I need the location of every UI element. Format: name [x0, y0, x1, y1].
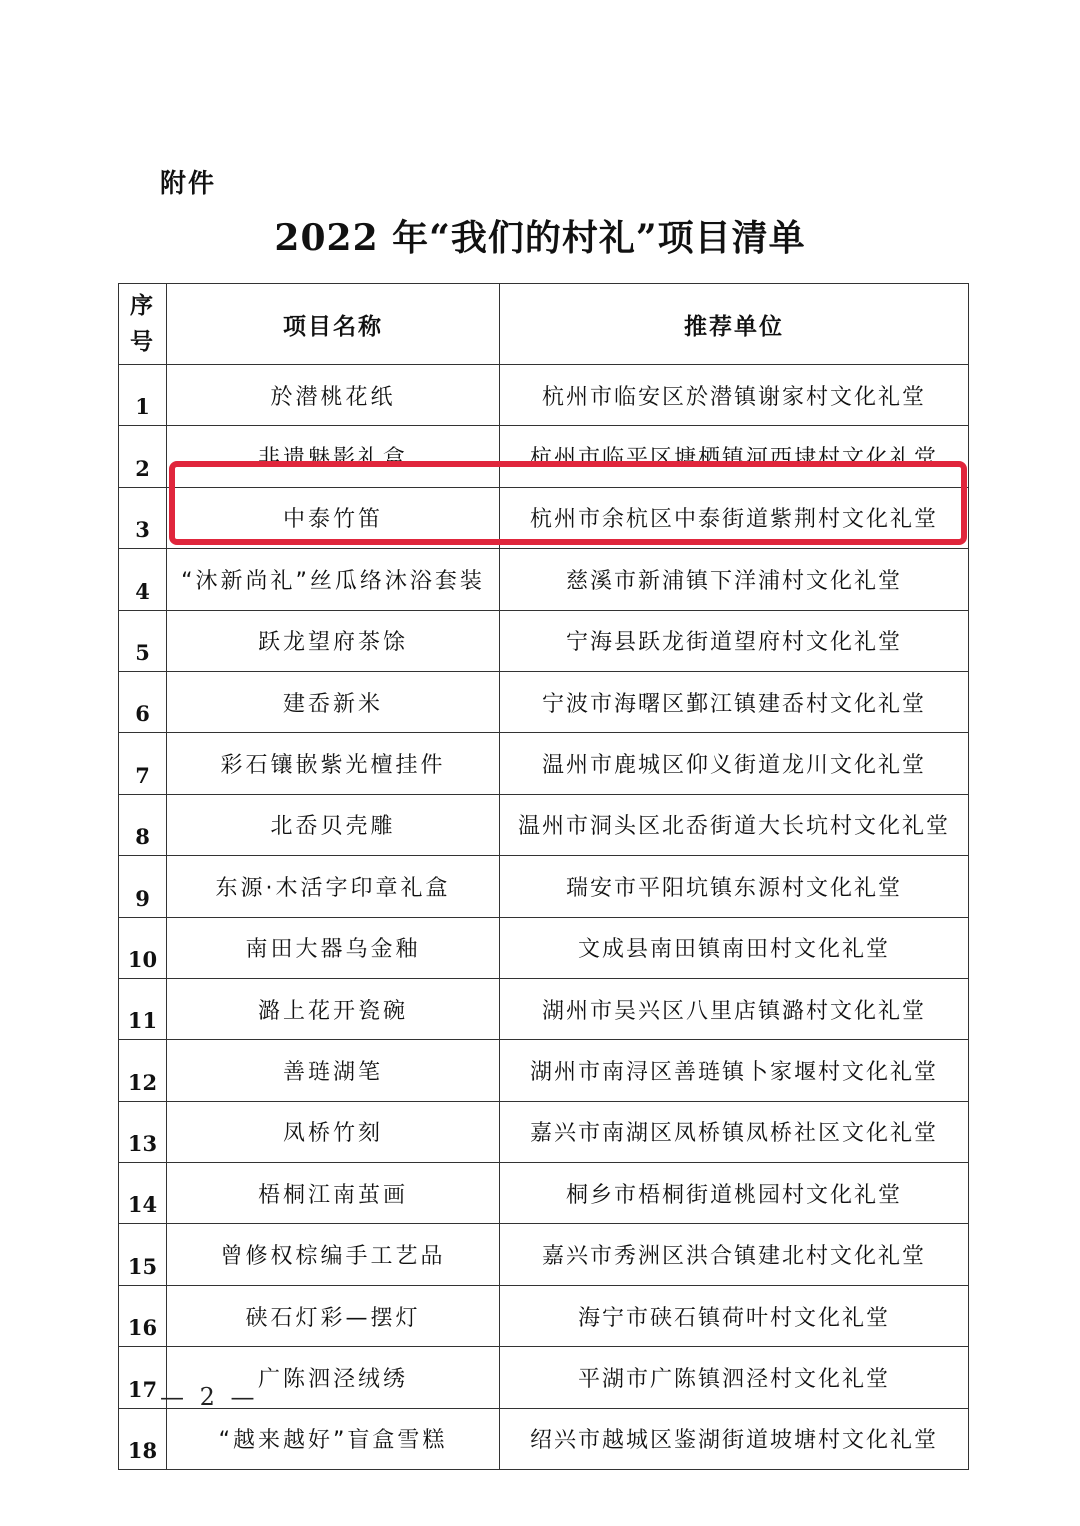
row-number: 10 — [119, 917, 167, 978]
project-name-cell: 於潜桃花纸 — [167, 365, 500, 426]
attachment-label: 附件 — [160, 169, 217, 199]
recommending-unit-cell: 宁波市海曙区鄞江镇建岙村文化礼堂 — [500, 671, 969, 732]
header-project-name: 项目名称 — [167, 284, 500, 365]
header-serial-line2: 号 — [130, 329, 155, 355]
project-name-cell: 潞上花开瓷碗 — [167, 978, 500, 1039]
recommending-unit-cell: 绍兴市越城区鉴湖街道坡塘村文化礼堂 — [500, 1408, 969, 1469]
row-number: 7 — [119, 733, 167, 794]
table-row — [119, 1163, 969, 1224]
header-serial-line1: 序 — [130, 293, 155, 319]
row-number: 4 — [119, 549, 167, 610]
project-name-cell: “沐新尚礼”丝瓜络沐浴套装 — [167, 549, 500, 610]
table-row — [119, 610, 969, 671]
recommending-unit-cell: 桐乡市梧桐街道桃园村文化礼堂 — [500, 1163, 969, 1224]
row-number: 18 — [119, 1408, 167, 1469]
project-name-cell: 善琏湖笔 — [167, 1040, 500, 1101]
page-number: — 2 — — [160, 1383, 259, 1411]
project-name-cell: “越来越好”盲盒雪糕 — [167, 1408, 500, 1469]
project-name-cell: 南田大器乌金釉 — [167, 917, 500, 978]
recommending-unit-cell: 平湖市广陈镇泗泾村文化礼堂 — [500, 1347, 969, 1408]
row-number: 14 — [119, 1163, 167, 1224]
table-row — [119, 1285, 969, 1346]
recommending-unit-cell: 宁海县跃龙街道望府村文化礼堂 — [500, 610, 969, 671]
project-name-cell: 梧桐江南茧画 — [167, 1163, 500, 1224]
project-name-cell: 非遗魅影礼盒 — [167, 426, 500, 487]
row-number: 15 — [119, 1224, 167, 1285]
recommending-unit-cell: 慈溪市新浦镇下洋浦村文化礼堂 — [500, 549, 969, 610]
table-header-row — [119, 284, 969, 365]
row-number: 3 — [119, 487, 167, 548]
table-row — [119, 365, 969, 426]
row-number: 17 — [119, 1347, 167, 1408]
recommending-unit-cell: 杭州市临安区於潜镇谢家村文化礼堂 — [500, 365, 969, 426]
row-number: 16 — [119, 1285, 167, 1346]
table-row — [119, 917, 969, 978]
project-name-cell: 凤桥竹刻 — [167, 1101, 500, 1162]
project-name-cell: 硖石灯彩—摆灯 — [167, 1285, 500, 1346]
project-name-cell: 跃龙望府茶馀 — [167, 610, 500, 671]
table-row — [119, 549, 969, 610]
project-name-cell: 曾修权棕编手工艺品 — [167, 1224, 500, 1285]
recommending-unit-cell: 嘉兴市秀洲区洪合镇建北村文化礼堂 — [500, 1224, 969, 1285]
row-number: 13 — [119, 1101, 167, 1162]
table-row — [119, 794, 969, 855]
recommending-unit-cell: 温州市洞头区北岙街道大长坑村文化礼堂 — [500, 794, 969, 855]
header-serial-number — [119, 284, 167, 365]
recommending-unit-cell: 温州市鹿城区仰义街道龙川文化礼堂 — [500, 733, 969, 794]
row-number: 8 — [119, 794, 167, 855]
recommending-unit-cell: 杭州市余杭区中泰街道紫荆村文化礼堂 — [500, 487, 969, 548]
row-number: 5 — [119, 610, 167, 671]
table-row — [119, 671, 969, 732]
row-number: 1 — [119, 365, 167, 426]
project-name-cell: 广陈泗泾绒绣 — [167, 1347, 500, 1408]
document-title: 2022 年“我们的村礼”项目清单 — [274, 217, 806, 259]
table-row — [119, 978, 969, 1039]
table-row — [119, 733, 969, 794]
table-row — [119, 1408, 969, 1469]
row-number: 2 — [119, 426, 167, 487]
table-row — [119, 1040, 969, 1101]
recommending-unit-cell: 湖州市吴兴区八里店镇潞村文化礼堂 — [500, 978, 969, 1039]
project-name-cell: 彩石镶嵌紫光檀挂件 — [167, 733, 500, 794]
header-recommending-unit: 推荐单位 — [500, 284, 969, 365]
project-name-cell: 东源·木活字印章礼盒 — [167, 856, 500, 917]
project-name-cell: 北岙贝壳雕 — [167, 794, 500, 855]
recommending-unit-cell: 文成县南田镇南田村文化礼堂 — [500, 917, 969, 978]
highlight-box — [169, 461, 967, 545]
table-row — [119, 856, 969, 917]
recommending-unit-cell: 嘉兴市南湖区凤桥镇凤桥社区文化礼堂 — [500, 1101, 969, 1162]
project-name-cell: 中泰竹笛 — [167, 487, 500, 548]
project-name-cell: 建岙新米 — [167, 671, 500, 732]
recommending-unit-cell: 海宁市硖石镇荷叶村文化礼堂 — [500, 1285, 969, 1346]
row-number: 6 — [119, 671, 167, 732]
row-number: 12 — [119, 1040, 167, 1101]
recommending-unit-cell: 湖州市南浔区善琏镇卜家堰村文化礼堂 — [500, 1040, 969, 1101]
row-number: 11 — [119, 978, 167, 1039]
table-row — [119, 1101, 969, 1162]
row-number: 9 — [119, 856, 167, 917]
recommending-unit-cell: 瑞安市平阳坑镇东源村文化礼堂 — [500, 856, 969, 917]
recommending-unit-cell: 杭州市临平区塘栖镇河西埭村文化礼堂 — [500, 426, 969, 487]
table-row — [119, 1224, 969, 1285]
